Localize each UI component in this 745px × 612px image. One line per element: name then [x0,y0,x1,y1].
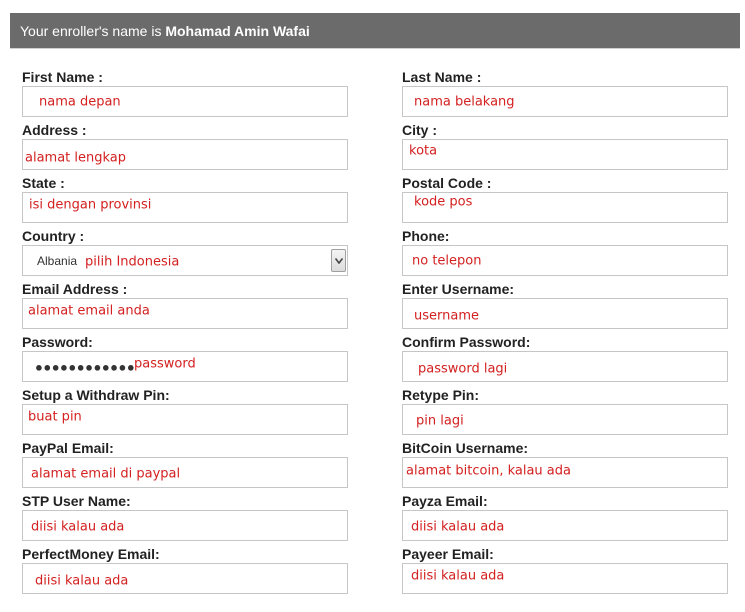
address-label: Address : [22,122,87,138]
state-input[interactable] [22,192,348,223]
postal-code-group [402,175,728,229]
last-name-group [402,69,728,123]
confirm-password-annotation: password lagi [418,361,508,377]
state-group [22,175,348,229]
city-annotation: kota [409,143,438,159]
email-annotation: alamat email anda [28,303,150,319]
withdraw-pin-group [22,387,348,441]
stp-user-name-group [22,493,348,547]
paypal-email-annotation: alamat email di paypal [31,466,181,482]
paypal-email-input[interactable] [22,457,348,488]
payeer-email-annotation: diisi kalau ada [411,568,505,584]
country-group [22,228,348,282]
retype-pin-group [402,387,728,441]
username-group [402,281,728,335]
payeer-email-input[interactable] [402,563,728,594]
phone-group [402,228,728,282]
withdraw-pin-input[interactable] [22,404,348,435]
withdraw-pin-label: Setup a Withdraw Pin: [22,387,170,403]
last-name-annotation: nama belakang [414,94,515,109]
country-dropdown-button[interactable] [331,249,346,272]
username-input[interactable] [402,298,728,329]
email-group [22,281,348,335]
city-label: City : [402,122,437,138]
perfectmoney-email-label: PerfectMoney Email: [22,546,160,562]
paypal-email-label: PayPal Email: [22,440,114,456]
payza-email-group [402,493,728,547]
first-name-input[interactable] [22,86,348,117]
stp-user-name-input[interactable] [22,510,348,541]
address-group [22,122,348,176]
bitcoin-username-group [402,440,728,494]
postal-code-annotation: kode pos [414,194,473,210]
stp-user-name-label: STP User Name: [22,493,131,509]
password-input[interactable] [22,351,348,382]
stp-user-name-annotation: diisi kalau ada [31,519,125,535]
first-name-annotation: nama depan [39,94,121,109]
payza-email-input[interactable] [402,510,728,541]
country-selected-value: Albania [37,253,78,268]
enroller-name: Mohamad Amin Wafai [165,23,310,39]
country-annotation: pilih Indonesia [85,254,180,270]
confirm-password-input[interactable] [402,351,728,382]
country-label: Country : [22,228,85,244]
password-masked-value: ●●●●●●●●●●●● [35,359,136,374]
state-label: State : [22,175,65,191]
retype-pin-input[interactable] [402,404,728,435]
email-label: Email Address : [22,281,128,297]
bitcoin-username-annotation: alamat bitcoin, kalau ada [406,463,571,479]
username-annotation: username [414,308,479,324]
first-name-group [22,69,348,123]
country-select[interactable] [22,245,348,276]
address-annotation: alamat lengkap [25,150,127,166]
retype-pin-annotation: pin lagi [416,413,464,429]
enroller-banner [10,13,740,49]
paypal-email-group [22,440,348,494]
payza-email-annotation: diisi kalau ada [411,519,505,535]
payeer-email-group [402,546,728,600]
password-group [22,334,348,388]
password-annotation: password [134,356,196,372]
perfectmoney-email-group [22,546,348,600]
phone-label: Phone: [402,228,450,244]
confirm-password-label: Confirm Password: [402,334,531,350]
postal-code-label: Postal Code : [402,175,492,191]
bitcoin-username-input[interactable] [402,457,728,488]
postal-code-input[interactable] [402,192,728,223]
state-annotation: isi dengan provinsi [29,197,152,213]
phone-annotation: no telepon [412,253,482,268]
perfectmoney-email-input[interactable] [22,563,348,594]
payza-email-label: Payza Email: [402,493,488,509]
perfectmoney-email-annotation: diisi kalau ada [35,573,129,589]
first-name-label: First Name : [22,69,103,85]
email-input[interactable] [22,298,348,329]
withdraw-pin-annotation: buat pin [28,409,82,425]
username-label: Enter Username: [402,281,515,297]
city-input[interactable] [402,139,728,170]
bitcoin-username-label: BitCoin Username: [402,440,529,456]
phone-input[interactable] [402,245,728,276]
confirm-password-group [402,334,728,388]
chevron-down-icon [335,258,343,264]
retype-pin-label: Retype Pin: [402,387,480,403]
payeer-email-label: Payeer Email: [402,546,494,562]
enroller-prefix: Your enroller's name is [20,23,166,39]
address-input[interactable] [22,139,348,170]
last-name-input[interactable] [402,86,728,117]
last-name-label: Last Name : [402,69,482,85]
password-label: Password: [22,334,93,350]
city-group [402,122,728,176]
